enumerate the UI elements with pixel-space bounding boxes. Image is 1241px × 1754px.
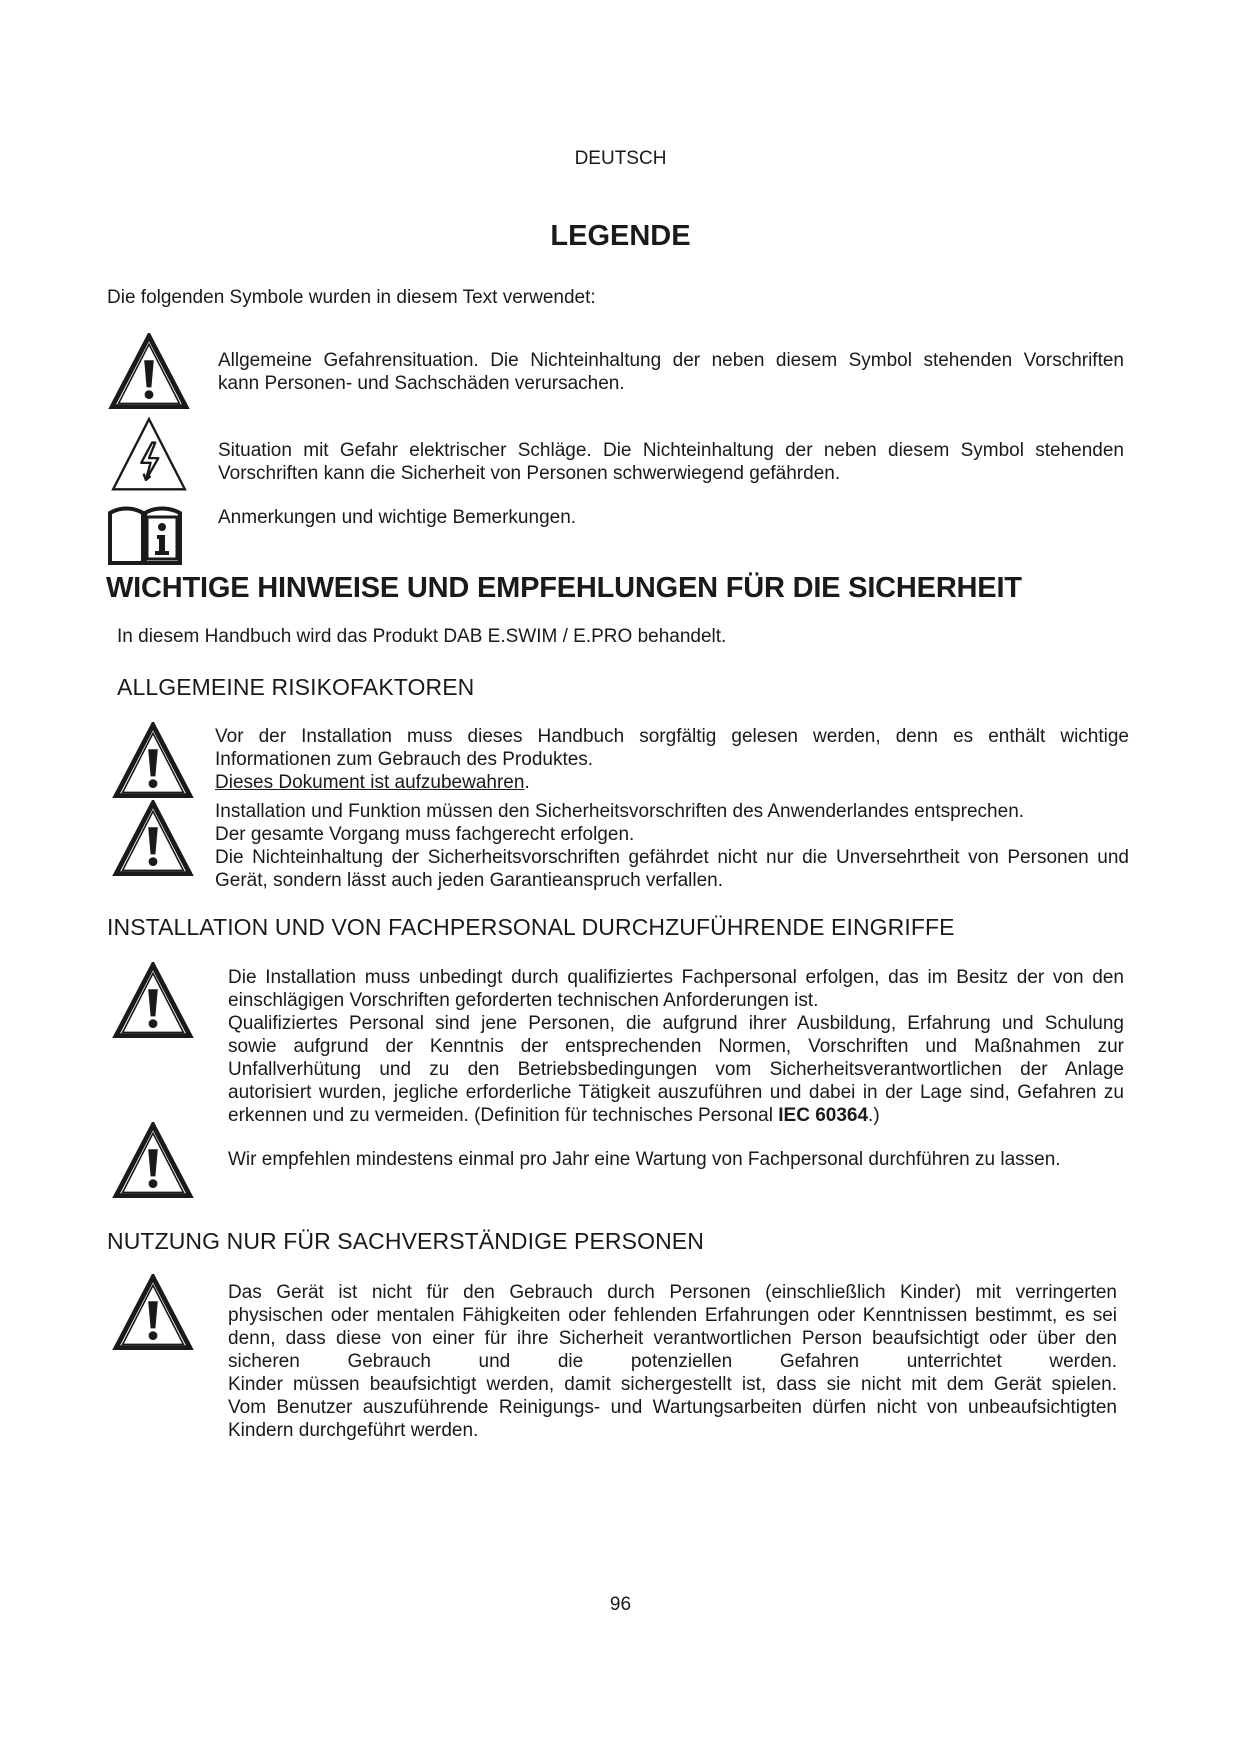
general-risk-title: ALLGEMEINE RISIKOFAKTOREN <box>117 674 475 700</box>
maintenance-text: Wir empfehlen mindestens einmal pro Jahr eine Wartung von Fachpersonal durchführen zu lassen. <box>228 1149 1061 1170</box>
language-label: DEUTSCH <box>574 148 667 169</box>
general-risk-text: Vor der Installation muss dieses Handbuch sorgfältig gelesen werden, denn es enthält wichtige Informationen zum Gebrauch des Produktes. Dieses Dokument ist aufzubewahren. Installation und Funktion müssen den Sicherheitsvorschriften des Anwenderlandes entsprechen. Der gesamte Vorgang muss fachgerecht erfolgen. Die Nichteinhaltung der Sicherheitsvorschriften gefährdet nicht nur die Unversehrtheit von Personen und Gerät, sondern lässt auch jeden Garantieanspruch verfallen. <box>215 726 1129 891</box>
warning-triangle-icon <box>110 1122 196 1202</box>
page-number: 96 <box>609 1594 632 1615</box>
installation-title: INSTALLATION UND VON FACHPERSONAL DURCHZUFÜHRENDE EINGRIFFE <box>107 914 955 940</box>
legend-intro: Die folgenden Symbole wurden in diesem Text verwendet: <box>107 287 596 308</box>
legend-title: LEGENDE <box>550 220 691 252</box>
legend-electric-text: Situation mit Gefahr elektrischer Schläge. Die Nichteinhaltung der neben diesem Symbol stehenden Vorschriften kann die Sicherheit von Personen schwerwiegend gefährden. <box>218 440 1124 484</box>
warning-triangle-icon <box>110 800 196 880</box>
electric-shock-icon <box>107 416 191 494</box>
safety-intro: In diesem Handbuch wird das Produkt DAB E.SWIM / E.PRO behandelt. <box>117 626 727 647</box>
legend-general-danger-text: Allgemeine Gefahrensituation. Die Nichteinhaltung der neben diesem Symbol stehenden Vorschriften kann Personen- und Sachschäden verursachen. <box>218 350 1124 394</box>
safety-title: WICHTIGE HINWEISE UND EMPFEHLUNGEN FÜR DIE SICHERHEIT <box>106 572 1022 604</box>
warning-triangle-icon <box>110 962 196 1042</box>
info-book-icon <box>107 503 183 567</box>
warning-triangle-icon <box>106 333 192 413</box>
warning-triangle-icon <box>110 722 196 802</box>
legend-info-text: Anmerkungen und wichtige Bemerkungen. <box>218 507 577 528</box>
experts-text: Das Gerät ist nicht für den Gebrauch durch Personen (einschließlich Kinder) mit verringerten physischen oder mentalen Fähigkeiten oder fehlenden Erfahrungen oder Kenntnissen bestimmt, es sei denn, dass diese von einer für ihre Sicherheit verantwortlichen Person beaufsichtigt oder über den sicheren Gebrauch und die potenziellen Gefahren unterrichtet werden. Kinder müssen beaufsichtigt werden, damit sichergestellt ist, dass sie nicht mit dem Gerät spielen. Vom Benutzer auszuführende Reinigungs- und Wartungsarbeiten dürfen nicht von unbeaufsichtigten Kindern durchgeführt werden. <box>228 1282 1117 1441</box>
keep-document-notice: Dieses Dokument ist aufzubewahren <box>215 772 525 793</box>
warning-triangle-icon <box>110 1274 196 1354</box>
installation-text: Die Installation muss unbedingt durch qualifiziertes Fachpersonal erfolgen, das im Besitz der von den einschlägigen Vorschriften geforderten technischen Anforderungen ist. Qualifiziertes Personal sind jene Personen, die aufgrund ihrer Ausbildung, Erfahrung und Schulung sowie aufgrund der Kenntnis der entsprechenden Normen, Vorschriften und Maßnahmen zur Unfallverhütung und zu den Betriebsbedingungen vom Sicherheitsverantwortlichen der Anlage autorisiert wurden, jegliche erforderliche Tätigkeit auszuführen und dabei in der Lage sind, Gefahren zu erkennen und zu vermeiden. (Definition für technisches Personal IEC 60364.) <box>228 967 1124 1126</box>
experts-title: NUTZUNG NUR FÜR SACHVERSTÄNDIGE PERSONEN <box>107 1228 704 1254</box>
standard-reference: IEC 60364 <box>778 1105 869 1126</box>
